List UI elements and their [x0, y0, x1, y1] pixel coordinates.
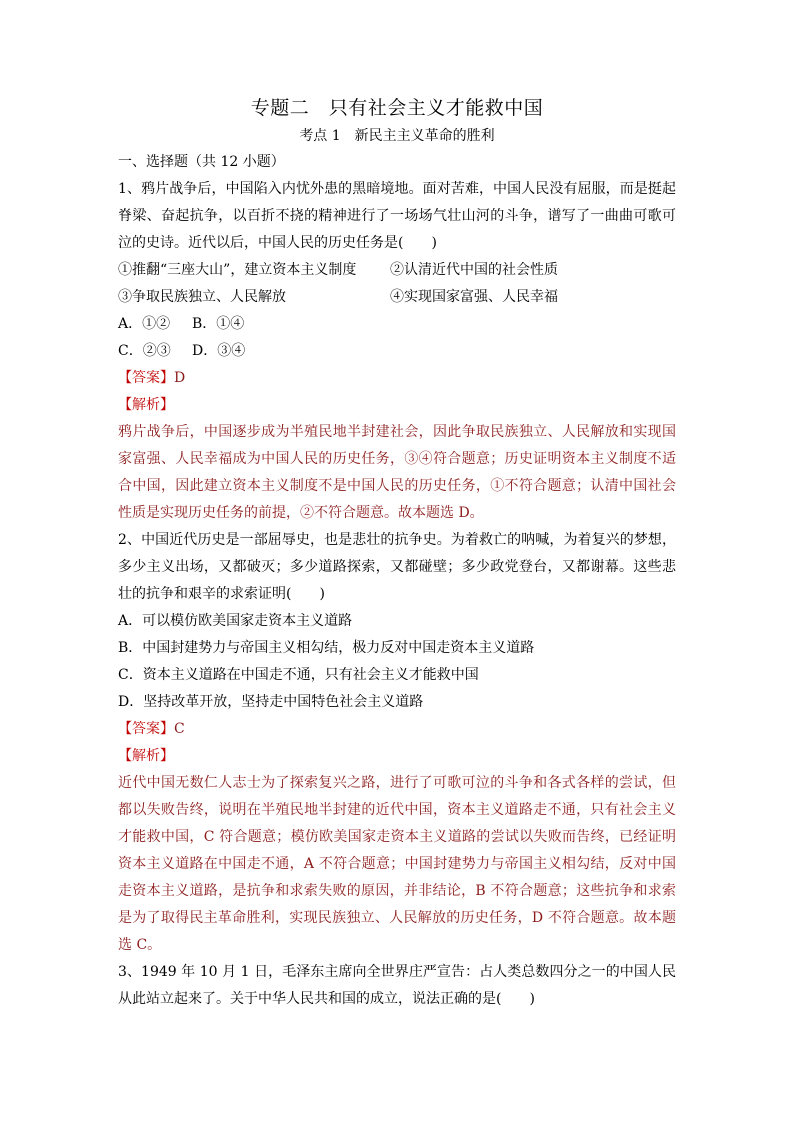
- statement-1: ①推翻“三座大山”，建立资本主义制度: [118, 262, 357, 278]
- question-2-option-b: B．中国封建势力与帝国主义相勾结，极力反对中国走资本主义道路: [118, 640, 535, 656]
- question-2-answer: [118, 716, 676, 743]
- choice-a: A．①②: [118, 316, 171, 332]
- answer-tag: 【答案】: [118, 370, 174, 386]
- question-2-option-a: A．可以模仿欧美国家走资本主义道路: [118, 613, 353, 629]
- answer-value: C: [174, 721, 185, 737]
- question-1-analysis: 鸦片战争后，中国逐步成为半殖民地半封建社会，因此争取民族独立、人民解放和实现国家富强、人民幸福成为中国人民的历史任务，③④符合题意；历史证明资本主义制度不适合中国，因此建立资本主义制度不是中国人民的历史任务，①不符合题意；认清中国社会性质是实现历史任务的前提，②不符合题意。故本题选 D。: [118, 424, 676, 521]
- section-heading: 一、选择题（共 12 小题）: [118, 154, 285, 170]
- choice-b: B．①④: [192, 316, 245, 332]
- question-1-choices-row-1: [118, 311, 676, 338]
- question-2-stem: 2、中国近代历史是一部屈辱史，也是悲壮的抗争史。为着救亡的呐喊，为着复兴的梦想，多少主义出场，又都破灭；多少道路探索，又都碰壁；多少政党登台，又都谢幕。这些悲壮的抗争和艰辛的求索证明( ): [118, 532, 676, 602]
- choice-c: C．②③: [118, 343, 171, 359]
- page-title: 专题二 只有社会主义才能救中国: [250, 97, 544, 119]
- document-page: [118, 94, 676, 1013]
- page-subtitle: 考点 1 新民主主义革命的胜利: [299, 128, 495, 144]
- question-1-statements-row-1: [118, 257, 676, 284]
- answer-tag: 【答案】: [118, 721, 174, 737]
- question-1-stem: 1、鸦片战争后，中国陷入内忧外患的黑暗境地。面对苦难，中国人民没有屈服，而是挺起脊梁、奋起抗争，以百折不挠的精神进行了一场场气壮山河的斗争，谱写了一曲曲可歌可泣的史诗。近代以后，中国人民的历史任务是( ): [118, 181, 676, 251]
- question-1-statements-row-2: [118, 284, 676, 311]
- statement-3: ③争取民族独立、人民解放: [118, 289, 286, 305]
- question-2-analysis: 近代中国无数仁人志士为了探索复兴之路，进行了可歌可泣的斗争和各式各样的尝试，但都以失败告终，说明在半殖民地半封建的近代中国，资本主义道路走不通，只有社会主义才能救中国，C 符合题意；模仿欧美国家走资本主义道路的尝试以失败而告终，已经证明资本主义道路在中国走不通，A 不符合题意；中国封建势力与帝国主义相勾结，反对中国走资本主义道路，是抗争和求索失败的原因，并非结论，B 不符合题意；这些抗争和求索是为了取得民主革命胜利，实现民族独立、人民解放的历史任务，D 不符合题意。故本题选 C。: [118, 775, 676, 953]
- question-3-stem: 3、1949 年 10 月 1 日，毛泽东主席向全世界庄严宣告：占人类总数四分之一的中国人民从此站立起来了。关于中华人民共和国的成立，说法正确的是( ): [118, 964, 676, 1007]
- statement-2: ②认清近代中国的社会性质: [390, 262, 558, 278]
- question-1-answer: [118, 365, 676, 392]
- statement-4: ④实现国家富强、人民幸福: [390, 289, 558, 305]
- question-2-option-d: D．坚持改革开放，坚持走中国特色社会主义道路: [118, 694, 424, 710]
- choice-d: D．③④: [192, 343, 246, 359]
- question-1-choices-row-2: [118, 338, 676, 365]
- question-2-option-c: C．资本主义道路在中国走不通，只有社会主义才能救中国: [118, 667, 479, 683]
- answer-value: D: [174, 370, 186, 386]
- question-1-analysis-tag: 【解析】: [118, 397, 174, 413]
- question-2-analysis-tag: 【解析】: [118, 748, 174, 764]
